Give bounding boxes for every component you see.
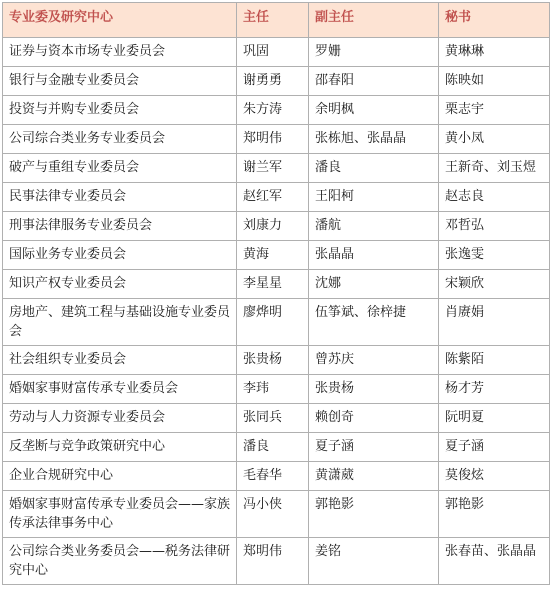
cell-deputy-director: 郭艳影 xyxy=(309,491,439,538)
cell-secretary: 张春苗、张晶晶 xyxy=(439,538,550,585)
table-row xyxy=(3,346,550,375)
cell-director: 张贵杨 xyxy=(237,346,309,375)
cell-director: 黄海 xyxy=(237,241,309,270)
cell-secretary: 王新奇、刘玉煜 xyxy=(439,154,550,183)
cell-secretary: 郭艳影 xyxy=(439,491,550,538)
cell-director: 潘良 xyxy=(237,433,309,462)
cell-committee: 公司综合类业务专业委员会 xyxy=(3,125,237,154)
cell-committee: 刑事法律服务专业委员会 xyxy=(3,212,237,241)
committee-table xyxy=(2,2,550,585)
cell-director: 毛春华 xyxy=(237,462,309,491)
cell-director: 冯小侠 xyxy=(237,491,309,538)
cell-director: 谢兰军 xyxy=(237,154,309,183)
cell-committee: 企业合规研究中心 xyxy=(3,462,237,491)
cell-deputy-director: 余明枫 xyxy=(309,96,439,125)
cell-secretary: 张逸雯 xyxy=(439,241,550,270)
table-row xyxy=(3,375,550,404)
cell-committee: 社会组织专业委员会 xyxy=(3,346,237,375)
table-row xyxy=(3,241,550,270)
cell-secretary: 栗志宇 xyxy=(439,96,550,125)
cell-secretary: 宋颖欣 xyxy=(439,270,550,299)
cell-secretary: 黄小凤 xyxy=(439,125,550,154)
table-body xyxy=(3,38,550,585)
table-row xyxy=(3,433,550,462)
cell-deputy-director: 曾苏庆 xyxy=(309,346,439,375)
table-row xyxy=(3,538,550,585)
cell-committee: 民事法律专业委员会 xyxy=(3,183,237,212)
cell-director: 巩固 xyxy=(237,38,309,67)
cell-director: 李玮 xyxy=(237,375,309,404)
header-director: 主任 xyxy=(237,3,309,38)
cell-committee: 劳动与人力资源专业委员会 xyxy=(3,404,237,433)
table-row xyxy=(3,96,550,125)
cell-committee: 证券与资本市场专业委员会 xyxy=(3,38,237,67)
table-row xyxy=(3,462,550,491)
cell-deputy-director: 张栋旭、张晶晶 xyxy=(309,125,439,154)
cell-deputy-director: 张晶晶 xyxy=(309,241,439,270)
cell-deputy-director: 邵春阳 xyxy=(309,67,439,96)
cell-deputy-director: 黄潇葳 xyxy=(309,462,439,491)
table-row xyxy=(3,404,550,433)
cell-secretary: 陈紫陌 xyxy=(439,346,550,375)
cell-deputy-director: 沈娜 xyxy=(309,270,439,299)
cell-committee: 反垄断与竞争政策研究中心 xyxy=(3,433,237,462)
cell-deputy-director: 伍筝斌、徐梓捷 xyxy=(309,299,439,346)
table-row xyxy=(3,183,550,212)
table-row xyxy=(3,212,550,241)
cell-secretary: 邓哲弘 xyxy=(439,212,550,241)
table-row xyxy=(3,67,550,96)
cell-director: 赵红军 xyxy=(237,183,309,212)
cell-director: 张同兵 xyxy=(237,404,309,433)
header-committee: 专业委及研究中心 xyxy=(3,3,237,38)
table-row xyxy=(3,491,550,538)
cell-director: 廖烨明 xyxy=(237,299,309,346)
cell-director: 谢勇勇 xyxy=(237,67,309,96)
header-deputy-director: 副主任 xyxy=(309,3,439,38)
cell-secretary: 肖赓娟 xyxy=(439,299,550,346)
cell-committee: 婚姻家事财富传承专业委员会 xyxy=(3,375,237,404)
cell-committee: 投资与并购专业委员会 xyxy=(3,96,237,125)
cell-director: 李星星 xyxy=(237,270,309,299)
cell-secretary: 杨才芳 xyxy=(439,375,550,404)
cell-committee: 银行与金融专业委员会 xyxy=(3,67,237,96)
table-row xyxy=(3,154,550,183)
cell-deputy-director: 王阳柯 xyxy=(309,183,439,212)
header-row xyxy=(3,3,550,38)
cell-committee: 婚姻家事财富传承专业委员会——家族传承法律事务中心 xyxy=(3,491,237,538)
table-row xyxy=(3,38,550,67)
cell-director: 朱方涛 xyxy=(237,96,309,125)
cell-deputy-director: 赖创奇 xyxy=(309,404,439,433)
cell-committee: 公司综合类业务委员会——税务法律研究中心 xyxy=(3,538,237,585)
cell-committee: 知识产权专业委员会 xyxy=(3,270,237,299)
cell-deputy-director: 夏子涵 xyxy=(309,433,439,462)
table-row xyxy=(3,270,550,299)
cell-deputy-director: 潘航 xyxy=(309,212,439,241)
cell-deputy-director: 罗姗 xyxy=(309,38,439,67)
cell-secretary: 夏子涵 xyxy=(439,433,550,462)
cell-secretary: 陈映如 xyxy=(439,67,550,96)
cell-deputy-director: 张贵杨 xyxy=(309,375,439,404)
cell-deputy-director: 潘良 xyxy=(309,154,439,183)
cell-director: 刘康力 xyxy=(237,212,309,241)
cell-director: 郑明伟 xyxy=(237,125,309,154)
cell-committee: 国际业务专业委员会 xyxy=(3,241,237,270)
table-row xyxy=(3,299,550,346)
cell-secretary: 阮明夏 xyxy=(439,404,550,433)
cell-deputy-director: 姜铭 xyxy=(309,538,439,585)
cell-secretary: 莫俊炫 xyxy=(439,462,550,491)
cell-secretary: 赵志良 xyxy=(439,183,550,212)
cell-secretary: 黄琳琳 xyxy=(439,38,550,67)
cell-committee: 破产与重组专业委员会 xyxy=(3,154,237,183)
cell-director: 郑明伟 xyxy=(237,538,309,585)
table-row xyxy=(3,125,550,154)
cell-committee: 房地产、建筑工程与基础设施专业委员会 xyxy=(3,299,237,346)
header-secretary: 秘书 xyxy=(439,3,550,38)
